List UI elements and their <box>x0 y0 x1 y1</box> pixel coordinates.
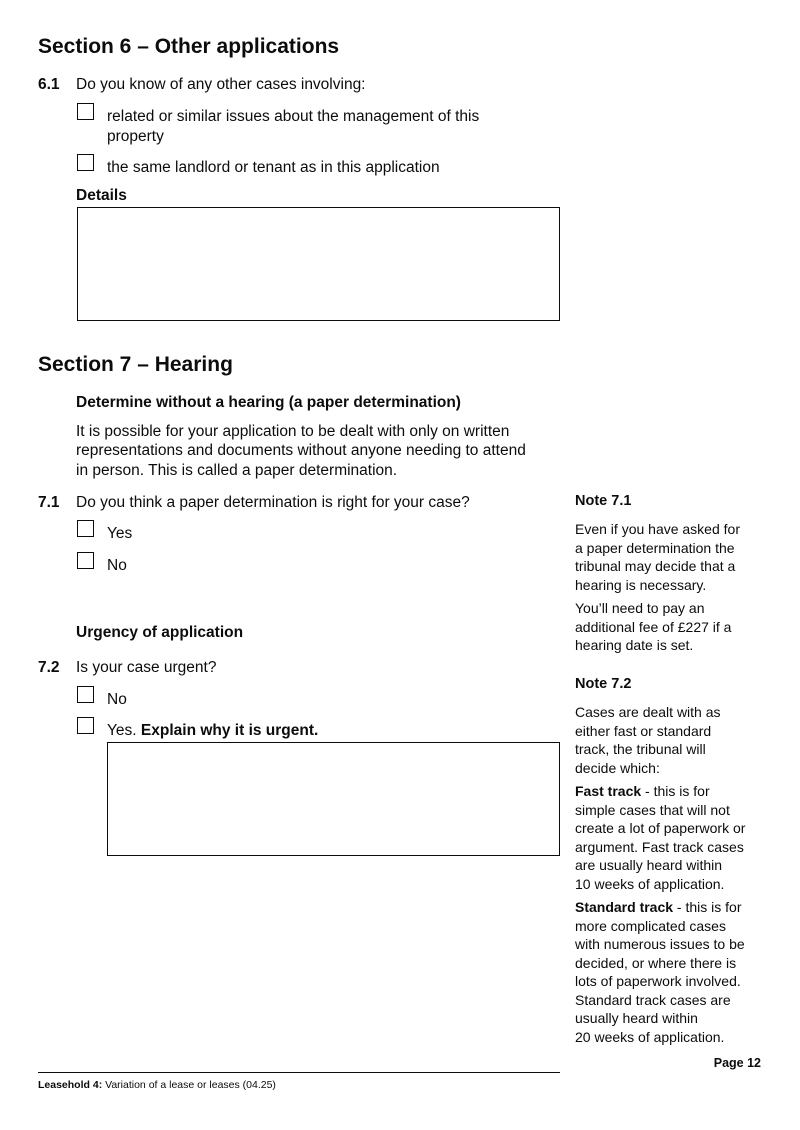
checkbox-urgent-no[interactable] <box>77 686 94 703</box>
note-7-2-line: create a lot of paperwork or <box>575 820 746 836</box>
note-7-1-line: hearing is necessary. <box>575 576 707 593</box>
note-7-2-line: more complicated cases <box>575 917 726 934</box>
note-7-2-line: decided, or where there is <box>575 954 737 971</box>
option-paper-no: No <box>107 557 127 574</box>
note-7-2-line: argument. Fast track cases <box>575 838 744 855</box>
note-7-2-line: Standard track cases are <box>575 991 731 1008</box>
option-paper-yes: Yes <box>107 525 133 542</box>
note-7-2-line: lots of paperwork involved. <box>575 973 741 989</box>
checkbox-paper-no[interactable] <box>77 552 94 569</box>
footer-form-title <box>38 1079 276 1091</box>
note-7-1-line: tribunal may decide that a <box>575 558 736 574</box>
question-number-7-2: 7.2 <box>38 659 60 676</box>
note-7-2-line: decide which: <box>575 759 660 776</box>
urgency-explanation-textarea[interactable] <box>107 742 560 856</box>
checkbox-same-landlord[interactable] <box>77 154 94 171</box>
question-7-1-text: Do you think a paper determination is right for your case? <box>76 494 470 511</box>
fast-track-label: Fast track <box>575 783 642 799</box>
section-7-title: Section 7 – Hearing <box>38 353 233 376</box>
option-urgent-yes <box>107 721 318 741</box>
intro-line-2: representations and documents without anyone needing to attend <box>76 442 526 459</box>
note-7-2-line: track, the tribunal will <box>575 741 706 757</box>
question-number-6-1: 6.1 <box>38 76 60 93</box>
details-textarea[interactable] <box>77 207 560 321</box>
option-urgent-no: No <box>107 691 127 708</box>
note-7-1-line: Even if you have asked for <box>575 521 740 537</box>
note-7-2-fast-track <box>575 782 745 893</box>
note-7-2-line: 10 weeks of application. <box>575 875 725 892</box>
section-6-title: Section 6 – Other applications <box>38 35 340 58</box>
note-7-2-line: with numerous issues to be <box>575 936 745 952</box>
option-related-issues-line2: property <box>107 128 164 145</box>
note-7-2-line: 20 weeks of application. <box>575 1028 725 1045</box>
fast-track-text: - this is for <box>641 783 710 799</box>
question-7-2-text: Is your case urgent? <box>76 659 217 676</box>
checkbox-related-issues[interactable] <box>77 103 94 120</box>
urgency-heading: Urgency of application <box>76 624 244 641</box>
note-7-2-line: either fast or standard <box>575 722 712 739</box>
option-related-issues-line1: related or similar issues about the management of this <box>107 108 480 125</box>
intro-line-1: It is possible for your application to be dealt with only on written <box>76 423 510 440</box>
standard-track-label: Standard track <box>575 899 674 915</box>
details-label: Details <box>76 187 127 204</box>
note-7-1-line: hearing date is set. <box>575 637 694 653</box>
note-7-2-title: Note 7.2 <box>575 676 632 692</box>
footer-form-desc: Variation of a lease or leases (04.25) <box>105 1079 276 1091</box>
note-7-1-line: additional fee of £227 if a <box>575 618 732 635</box>
option-urgent-yes-label: Yes. <box>107 722 137 739</box>
note-7-1-para-1 <box>575 520 740 594</box>
option-same-landlord: the same landlord or tenant as in this application <box>107 159 440 176</box>
note-7-2-line <box>575 898 745 917</box>
note-7-2-line: Cases are dealt with as <box>575 704 721 720</box>
checkbox-paper-yes[interactable] <box>77 520 94 537</box>
question-number-7-1: 7.1 <box>38 494 60 511</box>
note-7-2-line <box>575 782 745 801</box>
note-7-2-standard-track <box>575 898 745 1046</box>
note-7-1-line: You’ll need to pay an <box>575 600 705 616</box>
standard-track-text: - this is for <box>673 899 742 915</box>
checkbox-urgent-yes[interactable] <box>77 717 94 734</box>
note-7-2-line: usually heard within <box>575 1010 698 1026</box>
page-number: Page 12 <box>713 1056 761 1070</box>
footer-divider <box>38 1072 560 1073</box>
note-7-1-para-2 <box>575 599 731 655</box>
question-6-1-text: Do you know of any other cases involving: <box>76 76 366 93</box>
note-7-2-line: simple cases that will not <box>575 801 730 818</box>
paper-determination-heading: Determine without a hearing (a paper determination) <box>76 394 461 411</box>
note-7-1-line: a paper determination the <box>575 539 735 556</box>
option-urgent-yes-explain: Explain why it is urgent. <box>140 722 319 739</box>
footer-form-name: Leasehold 4: <box>38 1079 103 1091</box>
note-7-2-line: are usually heard within <box>575 857 723 873</box>
note-7-2-para-1 <box>575 703 721 777</box>
note-7-1-title: Note 7.1 <box>575 493 632 509</box>
intro-line-3: in person. This is called a paper determination. <box>76 462 398 479</box>
